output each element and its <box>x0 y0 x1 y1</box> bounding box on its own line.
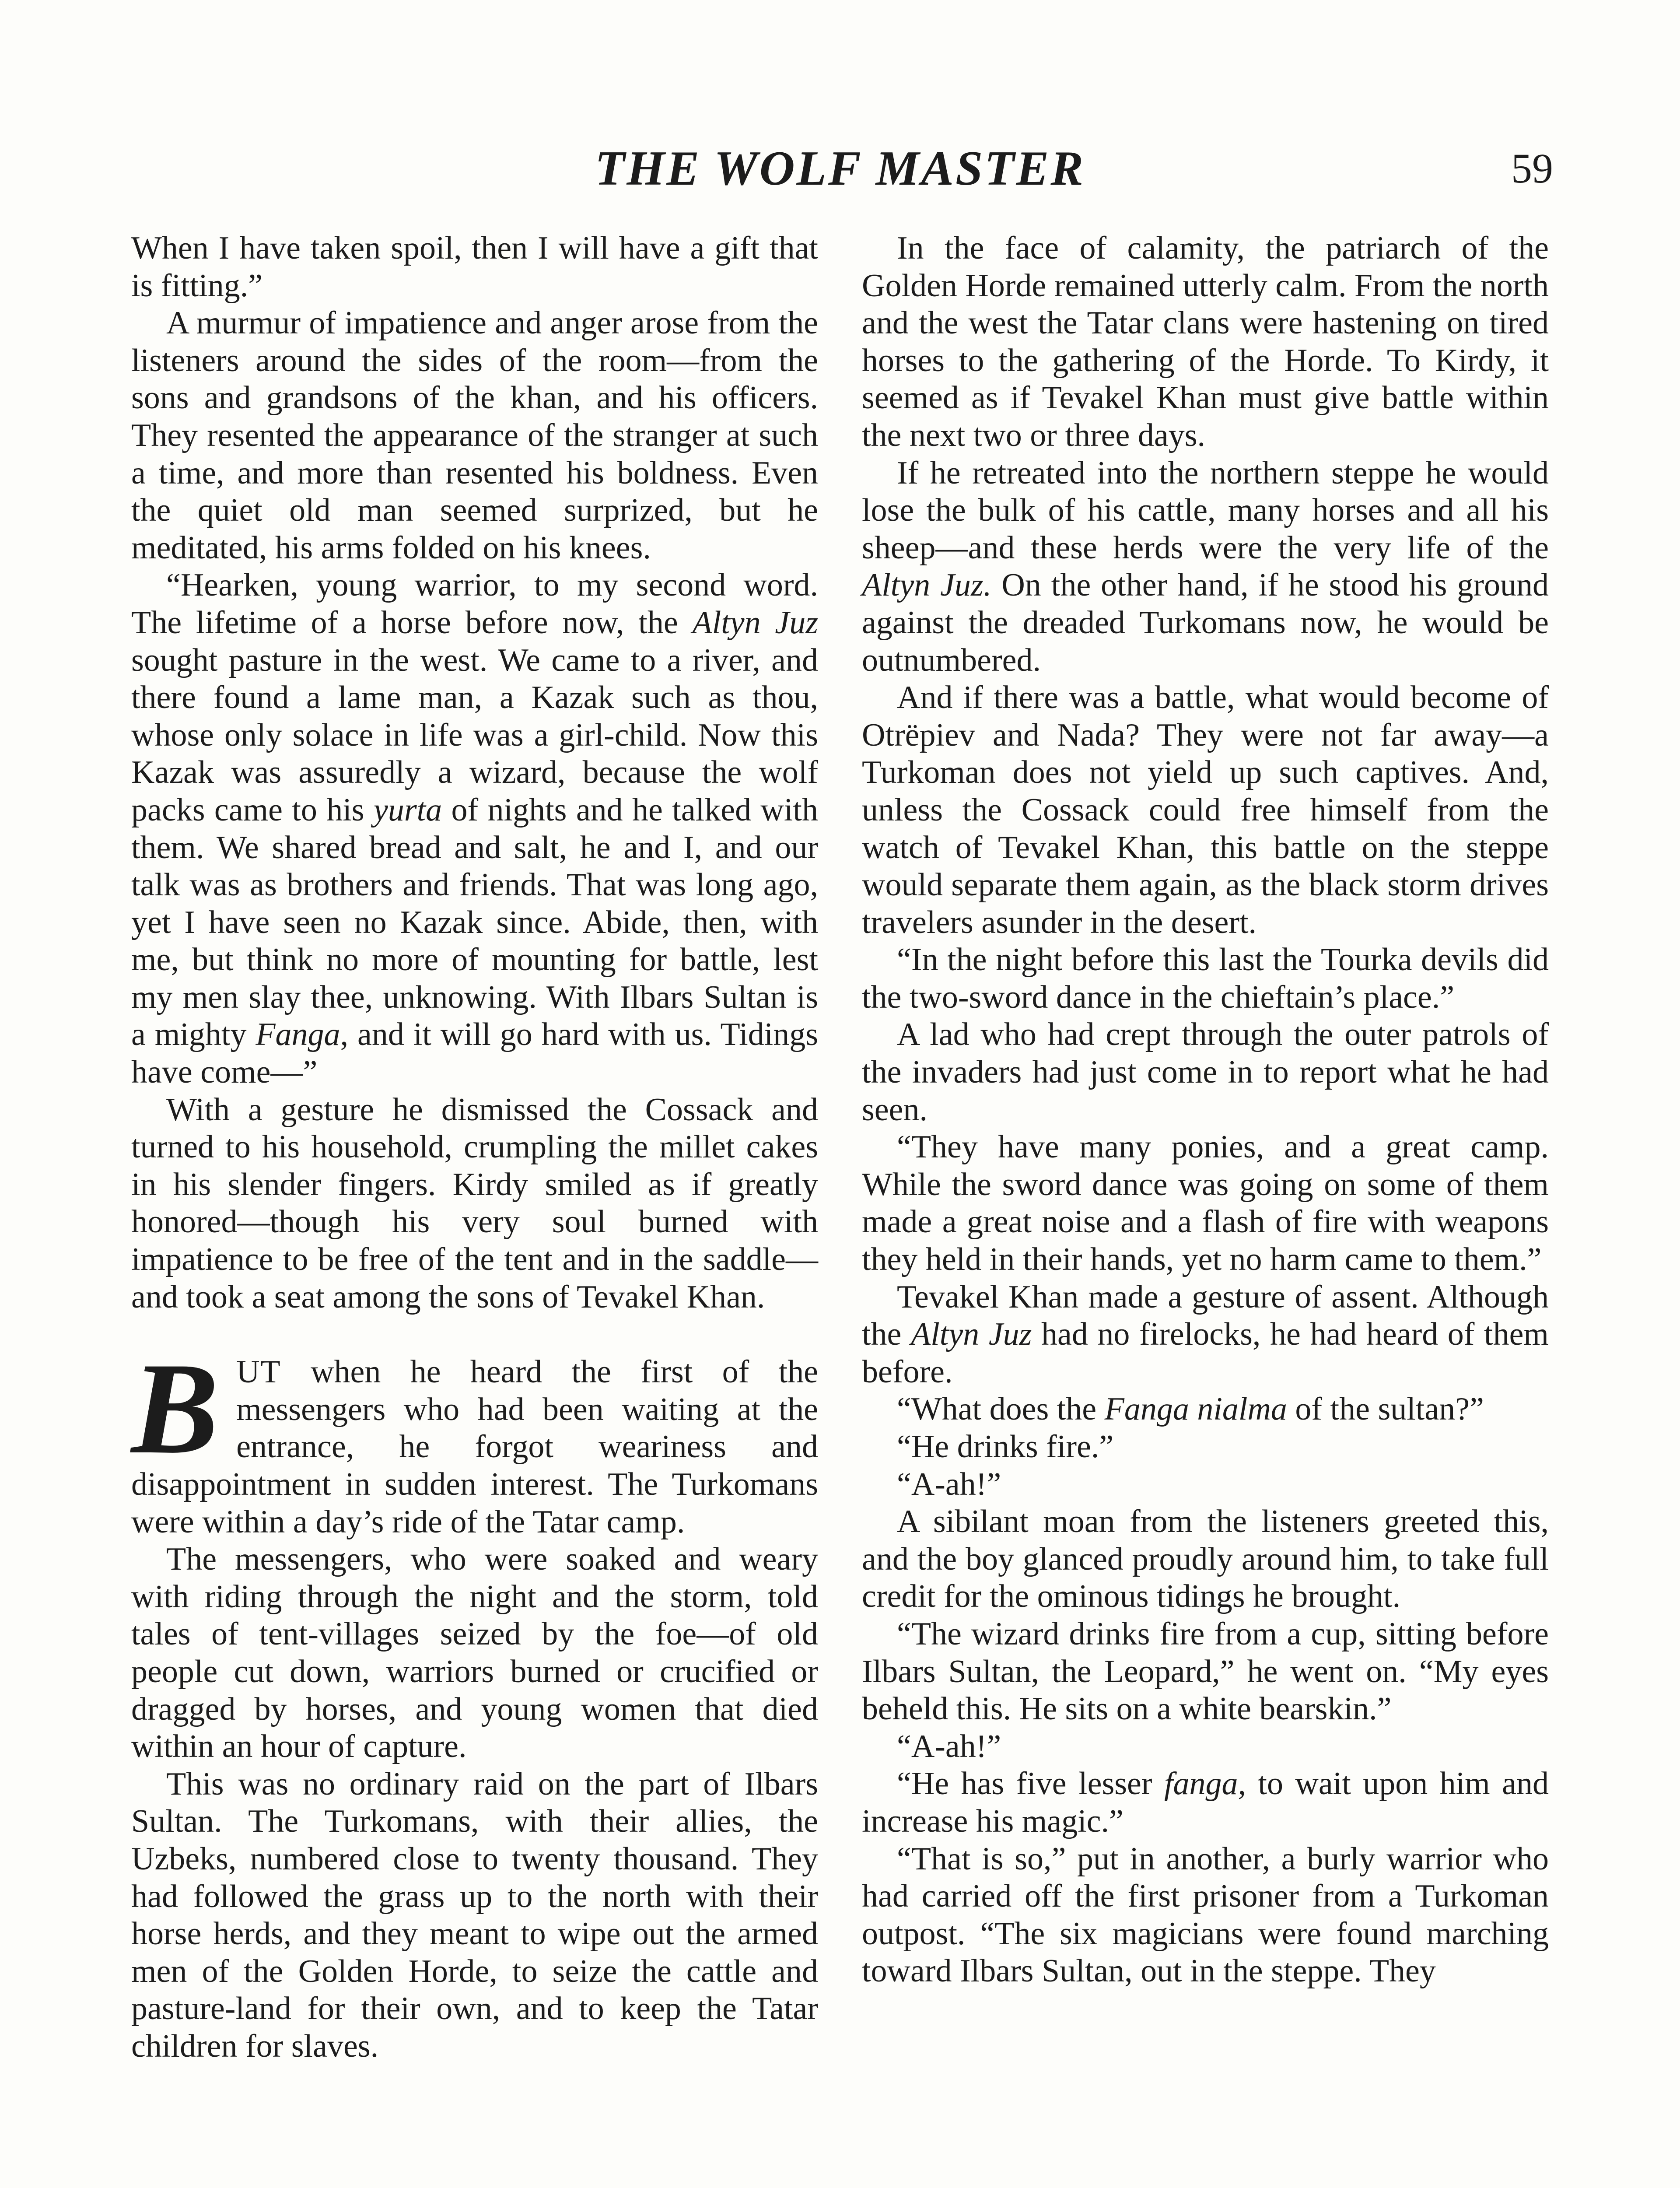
section-opening-paragraph: BUT when he heard the first of the messengers who had been waiting at the entrance, he forgot weariness and disappointment in sudden interest. The Turkomans were within a day’s ride of the Tatar camp. <box>131 1336 818 1540</box>
right-column <box>862 230 1549 1990</box>
paragraph: And if there was a battle, what would become of Otrëpiev and Nada? They were not far away—a Turkoman does not yield up such captives. And, unless the Cossack could free himself from the watch of Tevakel Khan, this battle on the steppe would separate them again, as the black storm drives travelers asunder in the desert. <box>862 680 1549 940</box>
paragraph: “Hearken, young warrior, to my second word. The lifetime of a horse before now, the Altyn Juz sought pasture in the west. We came to a river, and there found a lame man, a Kazak such as thou, whose only solace in life was a girl-child. Now this Kazak was assuredly a wizard, because the wolf packs came to his yurta of nights and he talked with them. We shared bread and salt, he and I, and our talk was as brothers and friends. That was long ago, yet I have seen no Kazak since. Abide, then, with me, but think no more of mounting for battle, lest my men slay thee, unknowing. With Ilbars Sultan is a mighty Fanga, and it will go hard with us. Tidings have come—” <box>131 567 818 1090</box>
paragraph: With a gesture he dismissed the Cossack and turned to his household, crumpling the millet cakes in his slender fingers. Kirdy smiled as if greatly honored—though his very soul burned with impatience to be free of the tent and in the saddle—and took a seat among the sons of Tevakel Khan. <box>131 1091 818 1315</box>
paragraph: A sibilant moan from the listeners greeted this, and the boy glanced proudly around him, to take full credit for the ominous tidings he brought. <box>862 1504 1549 1615</box>
page-header <box>131 136 1553 201</box>
paragraph: When I have taken spoil, then I will have a gift that is fitting.” <box>131 230 818 304</box>
paragraph: “A-ah!” <box>897 1466 1001 1502</box>
paragraph: “What does the Fanga nialma of the sultan?” <box>897 1391 1484 1427</box>
left-column <box>131 230 818 2065</box>
paragraph: “That is so,” put in another, a burly warrior who had carried off the first prisoner from a Turkoman outpost. “The six magicians were found marching toward Ilbars Sultan, out in the steppe. They <box>862 1841 1549 1989</box>
paragraph: “In the night before this last the Tourka devils did the two-sword dance in the chieftain’s place.” <box>862 942 1549 1015</box>
paragraph: The messengers, who were soaked and weary with riding through the night and the storm, told tales of tent-villages seized by the foe—of old people cut down, warriors burned or crucified or dragged by horses, and young women that died within an hour of capture. <box>131 1541 818 1765</box>
paragraph: “They have many ponies, and a great camp. While the sword dance was going on some of them made a great noise and a flash of fire with weapons they held in their hands, yet no harm came to them.” <box>862 1129 1549 1278</box>
paragraph: Tevakel Khan made a gesture of assent. Although the Altyn Juz had no firelocks, he had heard of them before. <box>862 1279 1549 1390</box>
paragraph: In the face of calamity, the patriarch of the Golden Horde remained utterly calm. From the north and the west the Tatar clans were hastening on tired horses to the gathering of the Horde. To Kirdy, it seemed as if Tevakel Khan must give battle within the next two or three days. <box>862 230 1549 453</box>
paragraph: A lad who had crept through the outer patrols of the invaders had just come in to report what he had seen. <box>862 1017 1549 1128</box>
drop-cap: B <box>131 1336 219 1481</box>
paragraph: “He drinks fire.” <box>897 1429 1114 1465</box>
page-number: 59 <box>1511 145 1553 192</box>
paragraph: “The wizard drinks fire from a cup, sitting before Ilbars Sultan, the Leopard,” he went on. “My eyes beheld this. He sits on a white bearskin.” <box>862 1616 1549 1727</box>
paragraph: A murmur of impatience and anger arose from the listeners around the sides of the room—from the sons and grandsons of the khan, and his officers. They resented the appearance of the stranger at such a time, and more than resented his boldness. Even the quiet old man seemed surprized, but he meditated, his arms folded on his knees. <box>131 305 818 566</box>
paragraph: “He has five lesser fanga, to wait upon him and increase his magic.” <box>862 1766 1549 1839</box>
paragraph: This was no ordinary raid on the part of Ilbars Sultan. The Turkomans, with their allies, the Uzbeks, numbered close to twenty thousand. They had followed the grass up to the north with their horse herds, and they meant to wipe out the armed men of the Golden Horde, to seize the cattle and pasture-land for their own, and to keep the Tatar children for slaves. <box>131 1766 818 2064</box>
paragraph: If he retreated into the northern steppe he would lose the bulk of his cattle, many horses and all his sheep—and these herds were the very life of the Altyn Juz. On the other hand, if he stood his ground against the dreaded Turkomans now, he would be outnumbered. <box>862 455 1549 678</box>
paragraph: “A-ah!” <box>897 1728 1001 1764</box>
running-title: THE WOLF MASTER <box>595 141 1085 196</box>
